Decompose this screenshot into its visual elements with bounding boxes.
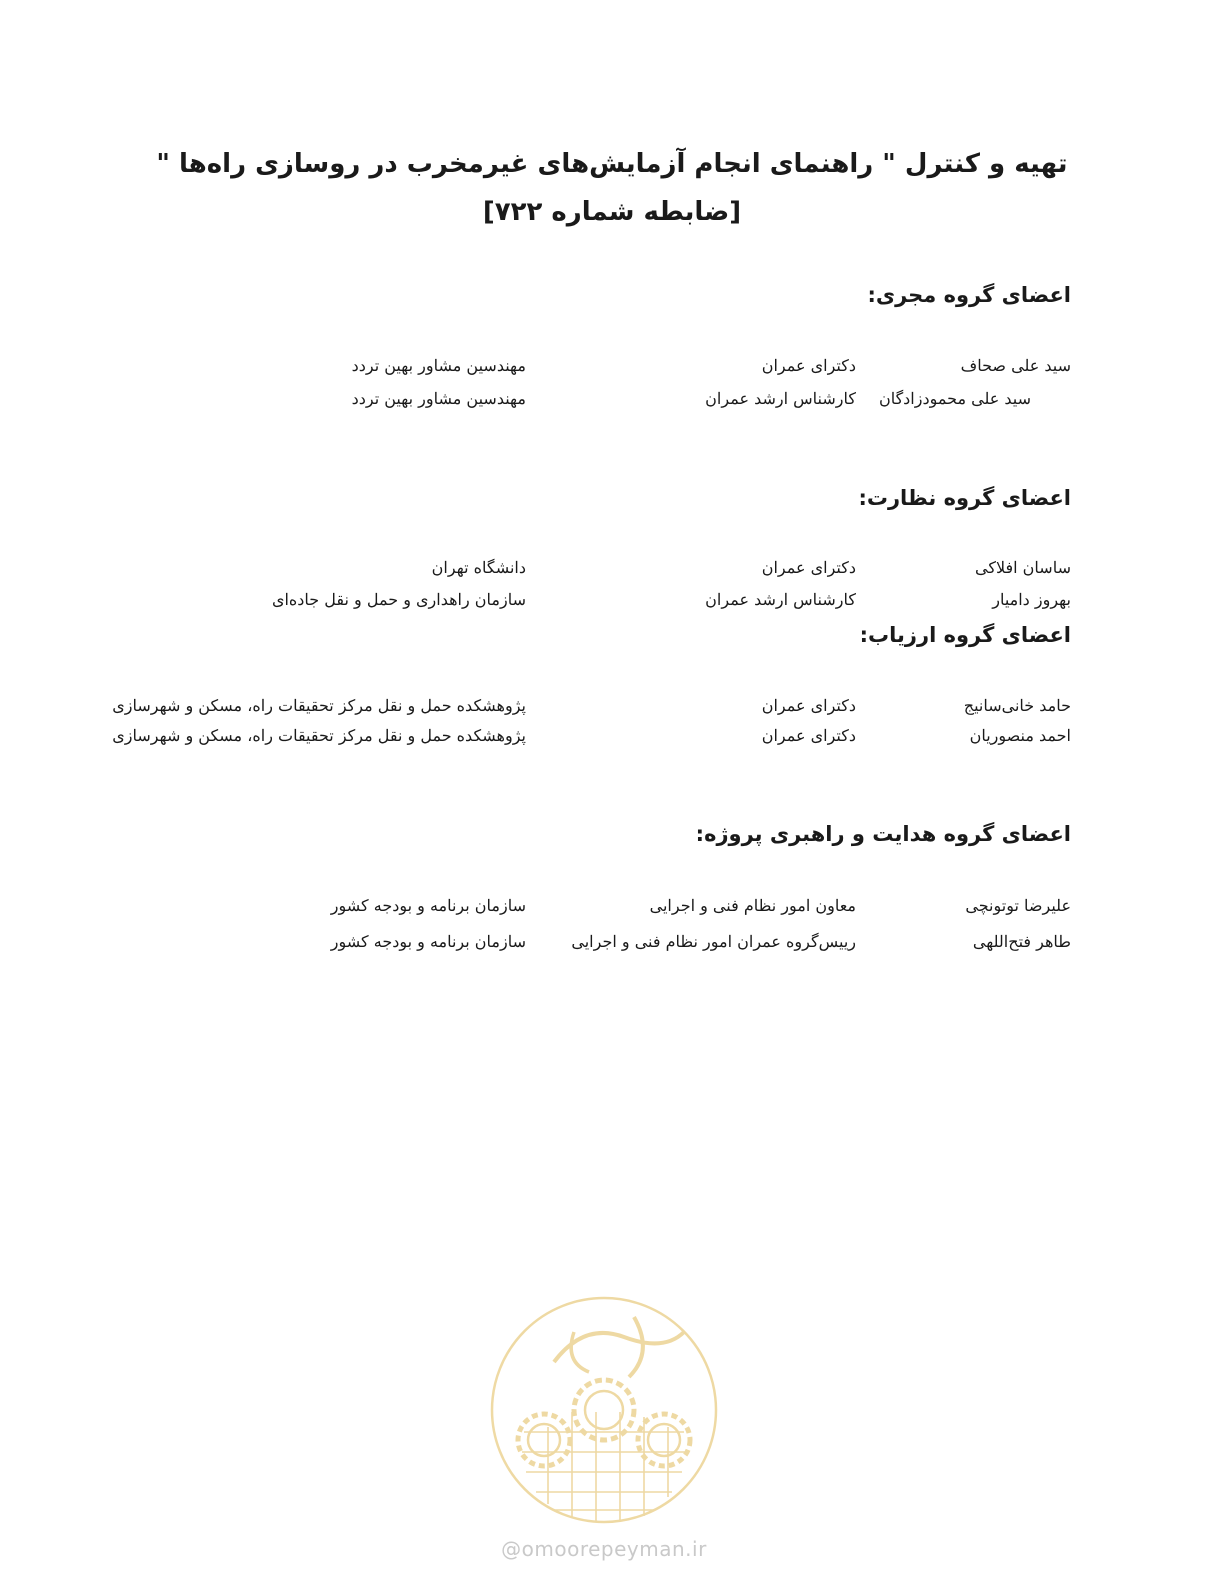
member-row xyxy=(0,389,1224,419)
member-name: حامد خانی‌سانیج xyxy=(963,696,1071,715)
member-row xyxy=(0,932,1224,962)
member-organization: سازمان برنامه و بودجه کشور xyxy=(330,896,526,915)
member-row xyxy=(0,726,1224,756)
section-heading-supervision: اعضای گروه نظارت: xyxy=(858,486,1071,510)
title-line-1: تهیه و کنترل " راهنمای انجام آزمایش‌های غیرمخرب در روسازی راه‌ها " xyxy=(156,149,1068,179)
section-heading-evaluation: اعضای گروه ارزیاب: xyxy=(859,623,1071,647)
member-name: طاهر فتح‌اللهی xyxy=(972,932,1071,951)
member-degree: دکترای عمران xyxy=(761,726,856,745)
member-organization: سازمان راهداری و حمل و نقل جاده‌ای xyxy=(271,590,526,609)
member-name: ساسان افلاکی xyxy=(975,558,1071,577)
watermark-url: @omoorepeyman.ir xyxy=(501,1537,707,1561)
section-heading-guidance: اعضای گروه هدایت و راهبری پروژه: xyxy=(695,822,1071,846)
member-degree: دکترای عمران xyxy=(761,356,856,375)
member-row xyxy=(0,896,1224,926)
member-degree: دکترای عمران xyxy=(761,696,856,715)
member-degree: معاون امور نظام فنی و اجرایی xyxy=(649,896,856,915)
section-heading-executive: اعضای گروه مجری: xyxy=(867,283,1071,307)
member-degree: دکترای عمران xyxy=(761,558,856,577)
document-title xyxy=(150,140,1074,236)
member-degree: کارشناس ارشد عمران xyxy=(705,590,856,609)
member-name: سید علی محمودزادگان xyxy=(878,389,1031,408)
member-organization: پژوهشکده حمل و نقل مرکز تحقیقات راه، مسکن و شهرسازی xyxy=(112,696,526,715)
member-degree: رییس‌گروه عمران امور نظام فنی و اجرایی xyxy=(571,932,856,951)
member-row xyxy=(0,356,1224,386)
member-row xyxy=(0,696,1224,726)
watermark-logo xyxy=(484,1292,724,1568)
title-line-2: [ضابطه شماره ۷۲۲] xyxy=(482,197,742,227)
member-organization: پژوهشکده حمل و نقل مرکز تحقیقات راه، مسکن و شهرسازی xyxy=(112,726,526,745)
member-organization: دانشگاه تهران xyxy=(431,558,526,577)
member-name: سید علی صحاف xyxy=(960,356,1071,375)
member-name: بهروز دامیار xyxy=(992,590,1071,609)
member-name: احمد منصوریان xyxy=(969,726,1071,745)
member-row xyxy=(0,558,1224,588)
member-row xyxy=(0,590,1224,620)
member-name: علیرضا توتونچی xyxy=(965,896,1071,915)
member-organization: سازمان برنامه و بودجه کشور xyxy=(330,932,526,951)
member-organization: مهندسین مشاور بهین تردد xyxy=(351,389,526,408)
watermark-emblem-icon xyxy=(484,1292,724,1532)
member-degree: کارشناس ارشد عمران xyxy=(705,389,856,408)
member-organization: مهندسین مشاور بهین تردد xyxy=(351,356,526,375)
